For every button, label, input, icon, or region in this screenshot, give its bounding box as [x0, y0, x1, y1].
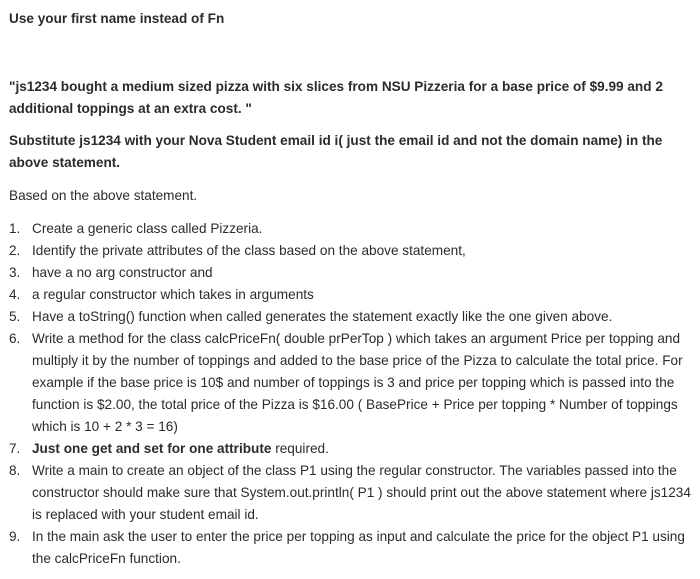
item-text: Identify the private attributes of the class based on the above statement, — [32, 243, 466, 258]
item-text: have a no arg constructor and — [32, 265, 213, 280]
item-number: 9. — [9, 529, 21, 544]
item-text: a regular constructor which takes in arguments — [32, 287, 314, 302]
item-bold-text: Just one get and set for one attribute — [32, 441, 272, 456]
item-text: Write a main to create an object of the class P1 using the regular constructor. The variables passed into the constructor should make sure that System.out.println( P1 ) should print out the above statement where js1234 is replaced with your student email id. — [32, 463, 691, 522]
item-number: 6. — [9, 331, 21, 346]
list-item — [9, 460, 694, 526]
requirements-list — [9, 218, 694, 570]
list-item — [9, 306, 694, 328]
list-item — [9, 526, 694, 570]
item-text: required. — [271, 441, 329, 456]
problem-statement-quote: "js1234 bought a medium sized pizza with six slices from NSU Pizzeria for a base price of $9.99 and 2 additional toppings at an extra cost. " — [9, 79, 663, 116]
list-item — [9, 328, 694, 438]
item-number: 7. — [9, 441, 21, 456]
item-number: 8. — [9, 463, 21, 478]
item-text: Write a method for the class calcPriceFn( double prPerTop ) which takes an argument Price per topping and multiply it by the number of toppings and added to the base price of the Pizza to calculate the total price. For example if the base price is 10$ and number of toppings is 3 and price per topping which is passed into the function is $2.00, the total price of the Pizza is $16.00 ( BasePrice + Price per topping * Number of toppings which is 10 + 2 * 3 = 16) — [32, 331, 683, 434]
substitution-note: Substitute js1234 with your Nova Student email id i( just the email id and not the domain name) in the above statement. — [9, 133, 663, 170]
item-number: 2. — [9, 243, 21, 258]
item-text: Have a toString() function when called generates the statement exactly like the one given above. — [32, 309, 613, 324]
item-text: In the main ask the user to enter the price per topping as input and calculate the price for the object P1 using the calcPriceFn function. — [32, 529, 685, 566]
item-number: 1. — [9, 221, 21, 236]
item-number: 3. — [9, 265, 21, 280]
item-number: 4. — [9, 287, 21, 302]
item-number: 5. — [9, 309, 21, 324]
list-item — [9, 240, 694, 262]
list-item — [9, 438, 694, 460]
list-item — [9, 262, 694, 284]
instruction-heading: Use your first name instead of Fn — [9, 11, 225, 26]
list-item — [9, 218, 694, 240]
based-on-text: Based on the above statement. — [9, 188, 198, 203]
list-item — [9, 284, 694, 306]
item-text: Create a generic class called Pizzeria. — [32, 221, 263, 236]
